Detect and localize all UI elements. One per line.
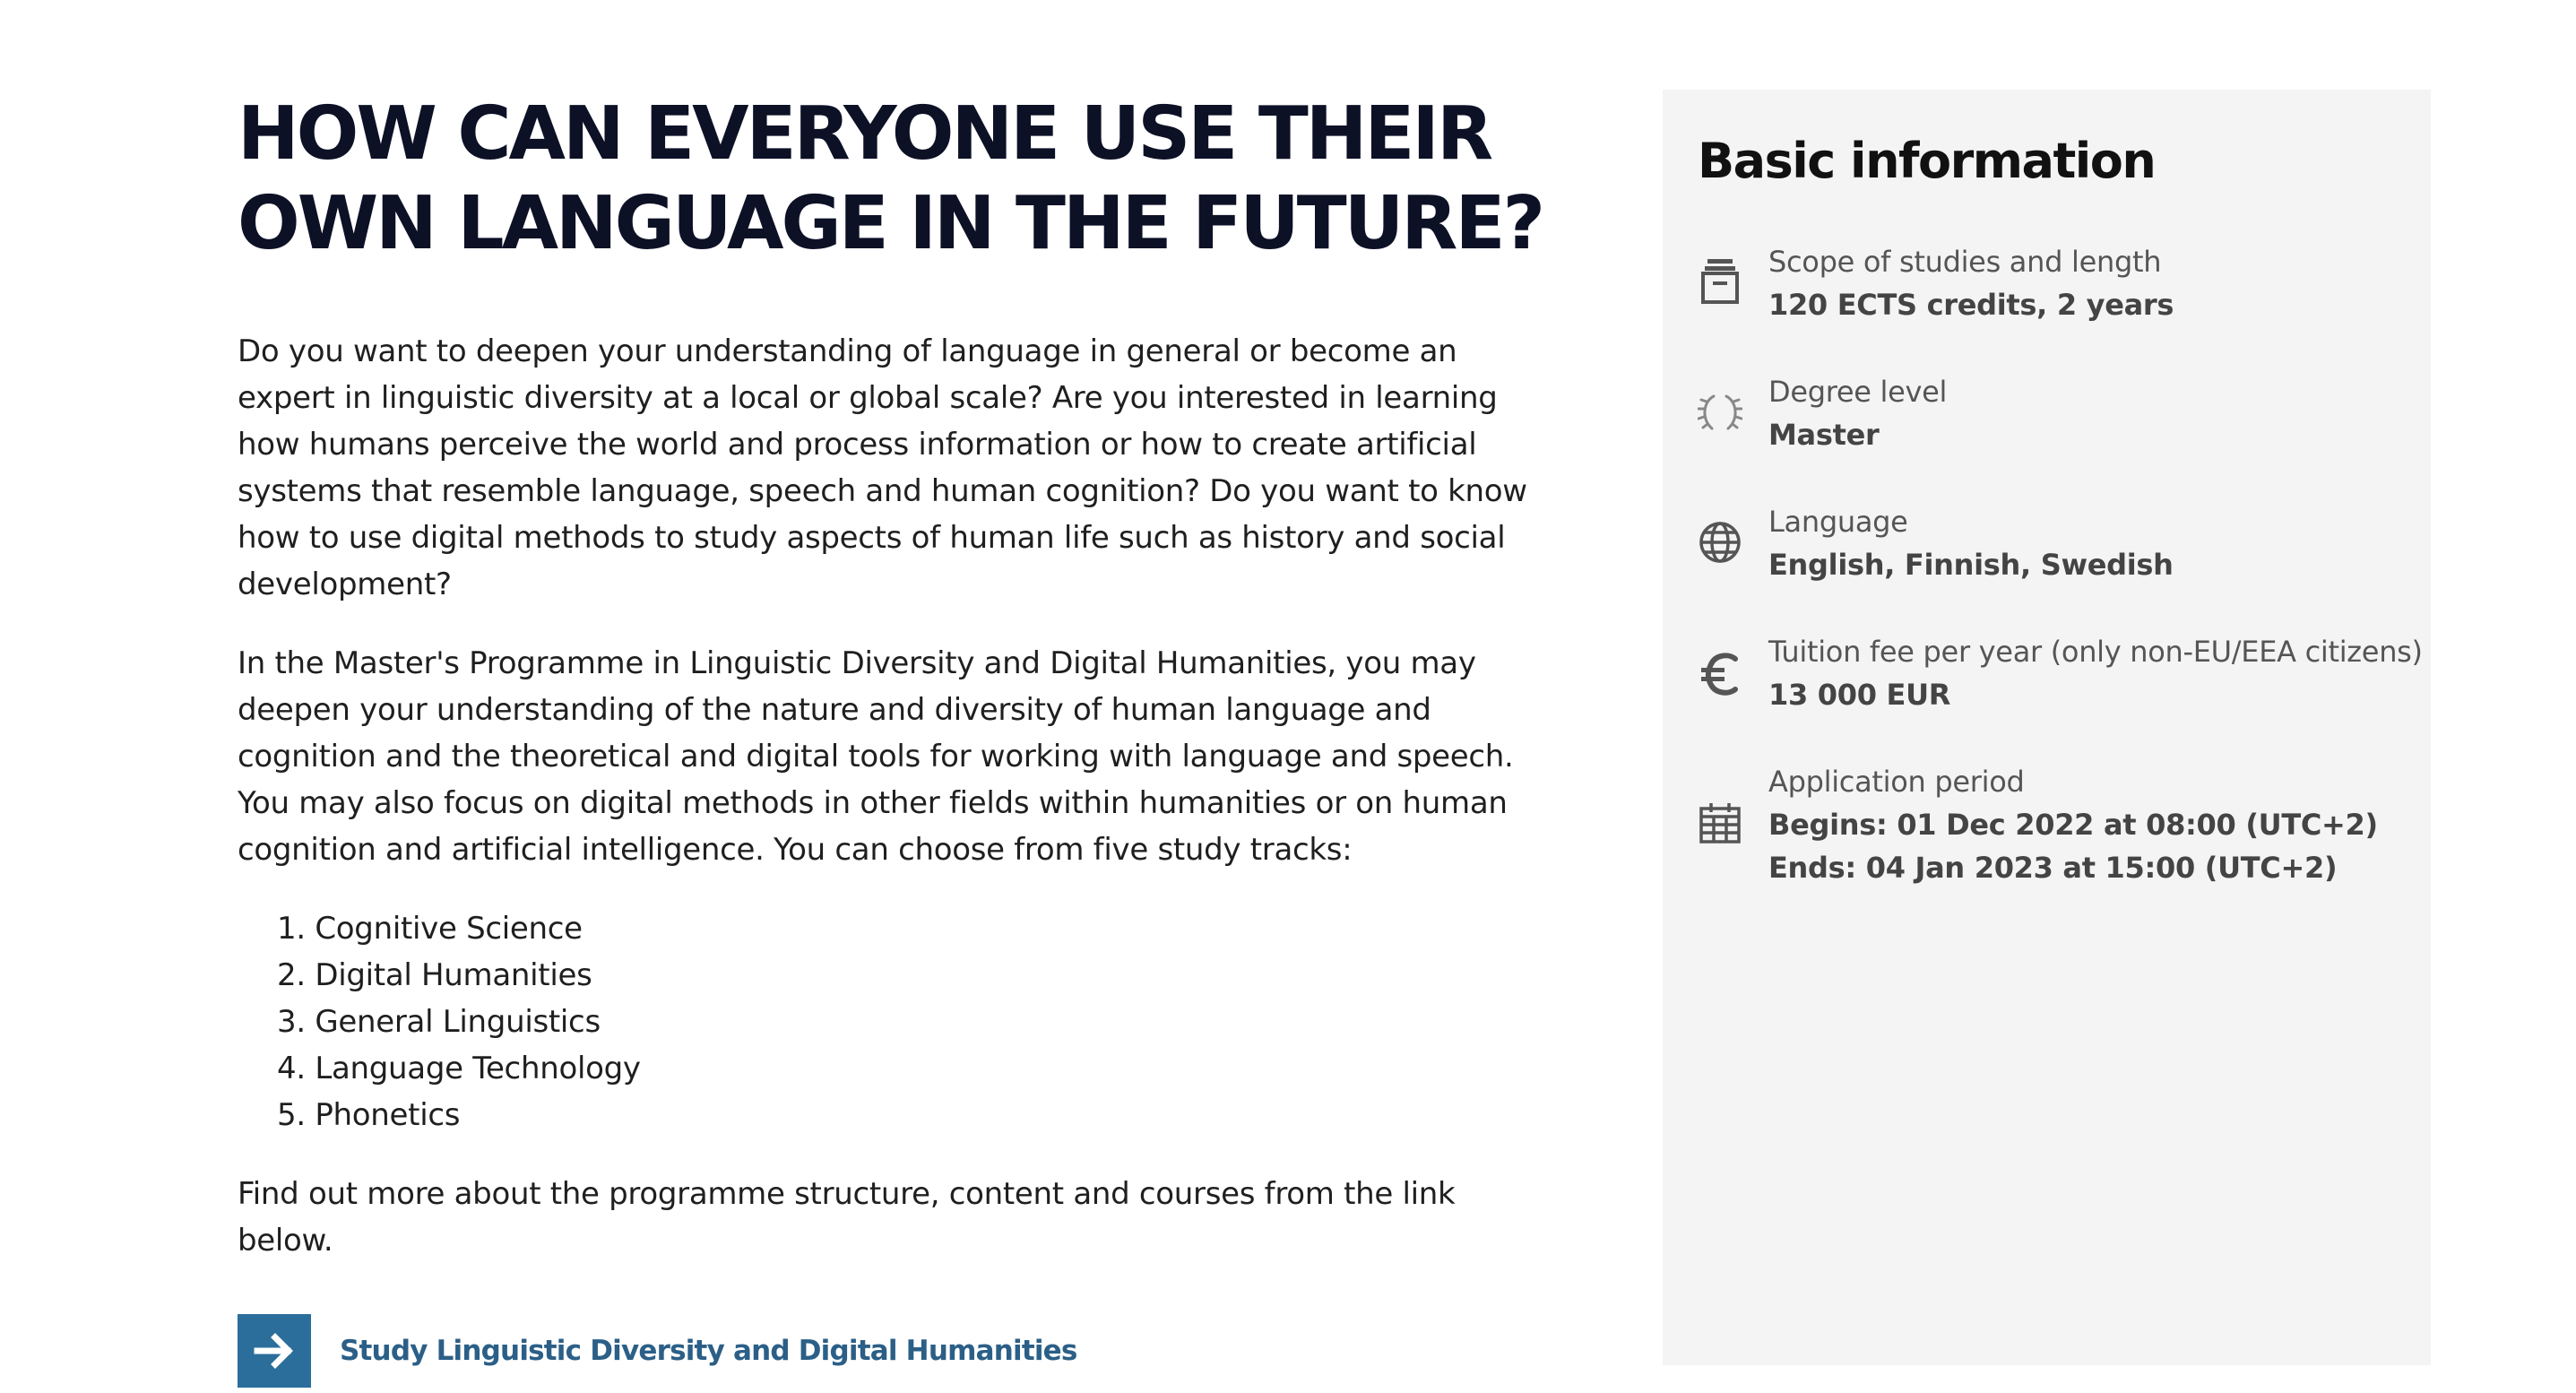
study-track-item: 3. General Linguistics bbox=[277, 1004, 601, 1040]
study-track-item: 2. Digital Humanities bbox=[277, 957, 592, 993]
info-label: Application period bbox=[1768, 765, 2025, 799]
laurel-wreath-icon bbox=[1698, 390, 1742, 435]
arrow-right-icon[interactable] bbox=[238, 1314, 311, 1388]
study-track-item: 5. Phonetics bbox=[277, 1097, 461, 1133]
archive-box-icon bbox=[1698, 258, 1742, 303]
study-track-item: 4. Language Technology bbox=[277, 1051, 641, 1086]
info-label: Degree level bbox=[1768, 375, 1948, 409]
study-programme-link-label[interactable]: Study Linguistic Diversity and Digital Humanities bbox=[340, 1335, 1077, 1367]
info-label: Language bbox=[1768, 505, 1908, 539]
basic-information-panel bbox=[1663, 90, 2431, 1365]
info-value: Master bbox=[1768, 418, 1880, 452]
outro-paragraph: Find out more about the programme structure, content and courses from the link below. bbox=[238, 1176, 1456, 1259]
info-label: Scope of studies and length bbox=[1768, 245, 2162, 279]
info-value-begins: Begins: 01 Dec 2022 at 08:00 (UTC+2) bbox=[1768, 808, 2378, 842]
page-title bbox=[238, 90, 1555, 269]
calendar-icon bbox=[1698, 800, 1742, 845]
main-content bbox=[238, 90, 1555, 1388]
info-value-ends: Ends: 04 Jan 2023 at 15:00 (UTC+2) bbox=[1768, 851, 2338, 885]
info-value: 13 000 EUR bbox=[1768, 678, 1951, 712]
intro-paragraph: Do you want to deepen your understanding of language in general or become an expert in linguistic diversity at a local or global scale? Are you interested in learning how humans perceive the world and process information or how to create artificial systems that resemble language, speech and human cognition? Do you want to know how to use digital methods to study aspects of human life such as history and social development? bbox=[238, 333, 1527, 602]
study-programme-link[interactable] bbox=[238, 1314, 1555, 1388]
programme-paragraph: In the Master's Programme in Linguistic Diversity and Digital Humanities, you may deepen your understanding of the nature and diversity of human language and cognition and the theoretical and digital tools for working with language and speech. You may also focus on digital methods in other fields within humanities or on human cognition and artificial intelligence. You can choose from five study tracks: bbox=[238, 645, 1514, 868]
info-label: Tuition fee per year (only non-EU/EEA citizens) bbox=[1768, 635, 2423, 669]
page-title-line-1: HOW CAN EVERYONE USE THEIR bbox=[238, 91, 1491, 177]
basic-information-title: Basic information bbox=[1698, 133, 2156, 189]
study-track-item: 1. Cognitive Science bbox=[277, 911, 583, 947]
globe-icon bbox=[1698, 520, 1742, 565]
study-tracks-list bbox=[238, 905, 1555, 1138]
euro-icon bbox=[1698, 652, 1742, 696]
info-value: English, Finnish, Swedish bbox=[1768, 548, 2174, 582]
info-value: 120 ECTS credits, 2 years bbox=[1768, 288, 2174, 322]
page-title-line-2: OWN LANGUAGE IN THE FUTURE? bbox=[238, 181, 1543, 266]
